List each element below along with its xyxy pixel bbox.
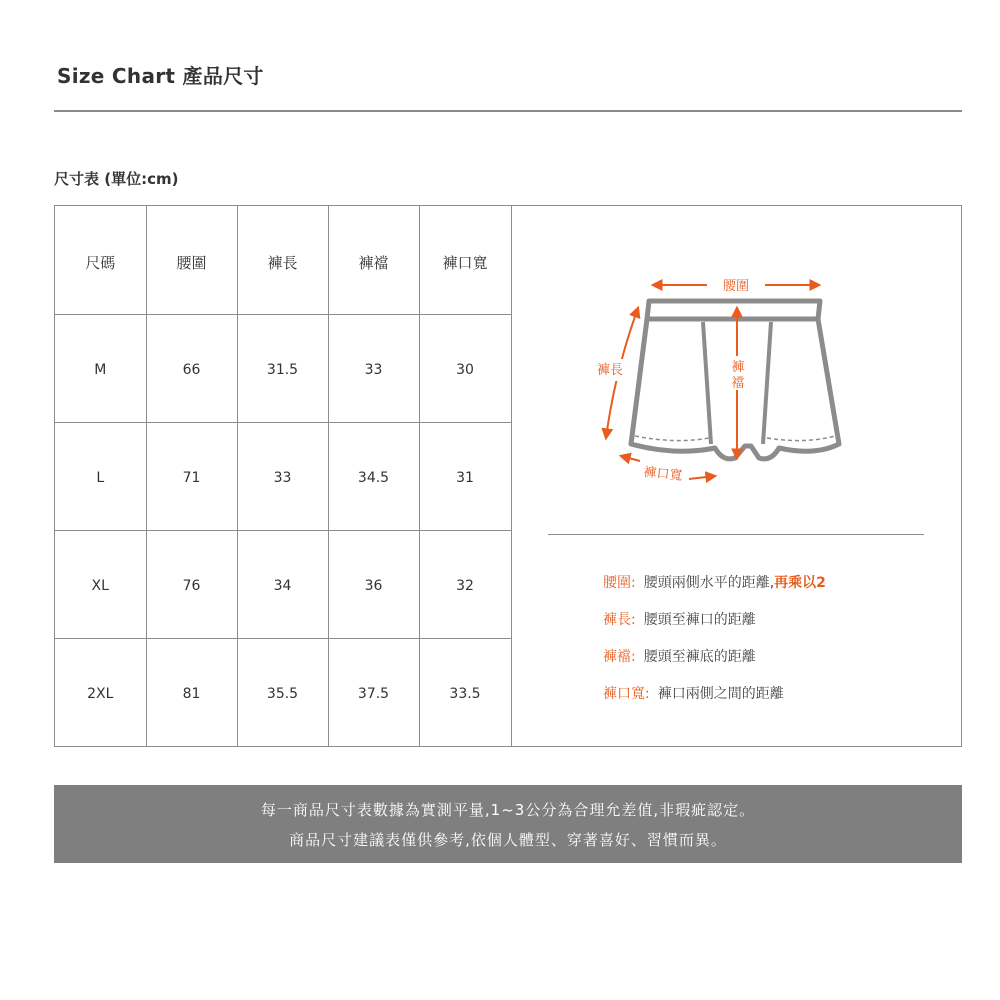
cell-size: 2XL bbox=[55, 638, 146, 746]
legend-term: 褲長 bbox=[603, 612, 631, 628]
cell-length: 34 bbox=[237, 530, 328, 638]
header-length: 褲長 bbox=[237, 206, 328, 314]
header-waist: 腰圍 bbox=[146, 206, 237, 314]
cell-length: 33 bbox=[237, 422, 328, 530]
cell-leg-opening: 33.5 bbox=[419, 638, 511, 746]
cell-waist: 66 bbox=[146, 314, 237, 422]
legend-colon: : bbox=[631, 649, 636, 665]
cell-rise: 34.5 bbox=[328, 422, 419, 530]
legend-description: 腰頭至褲底的距離 bbox=[643, 649, 756, 665]
cell-leg-opening: 31 bbox=[419, 422, 511, 530]
cell-rise: 36 bbox=[328, 530, 419, 638]
header-size: 尺碼 bbox=[55, 206, 146, 314]
legend-term: 褲襠 bbox=[603, 649, 631, 665]
table-row bbox=[55, 422, 511, 530]
leg-opening-label: 褲口寬 bbox=[642, 464, 684, 484]
cell-leg-opening: 30 bbox=[419, 314, 511, 422]
cell-waist: 71 bbox=[146, 422, 237, 530]
cell-waist: 76 bbox=[146, 530, 237, 638]
rise-label-2: 襠 bbox=[731, 376, 745, 391]
length-label: 褲長 bbox=[596, 363, 624, 378]
legend-item-rise bbox=[603, 645, 826, 682]
hem-dashed bbox=[767, 436, 835, 441]
legend-description: 腰頭兩側水平的距離, bbox=[643, 575, 775, 591]
waistband-shape bbox=[647, 301, 820, 319]
legend-term: 腰圍 bbox=[603, 575, 631, 591]
cell-rise: 33 bbox=[328, 314, 419, 422]
cell-size: L bbox=[55, 422, 146, 530]
hem-dashed bbox=[635, 436, 709, 441]
seam-line bbox=[763, 322, 771, 444]
legend-term: 褲口寬 bbox=[603, 686, 645, 702]
table-row bbox=[55, 314, 511, 422]
seam-line bbox=[703, 322, 711, 444]
legend-item-length bbox=[603, 608, 826, 645]
cell-waist: 81 bbox=[146, 638, 237, 746]
table-caption: 尺寸表 (單位:cm) bbox=[54, 170, 179, 188]
rise-label-1: 褲 bbox=[731, 360, 745, 375]
disclaimer-line-1: 每一商品尺寸表數據為實測平量,1~3公分為合理允差值,非瑕疵認定。 bbox=[260, 801, 756, 819]
legend-description: 腰頭至褲口的距離 bbox=[643, 612, 756, 628]
leg-opening-arrow-right bbox=[689, 476, 715, 479]
header-rise: 褲襠 bbox=[328, 206, 419, 314]
waist-label: 腰圍 bbox=[722, 279, 750, 294]
legend-colon: : bbox=[645, 686, 650, 702]
cell-size: XL bbox=[55, 530, 146, 638]
size-table bbox=[55, 206, 512, 746]
legend-colon: : bbox=[631, 575, 636, 591]
table-header-row bbox=[55, 206, 511, 314]
table-row bbox=[55, 638, 511, 746]
leg-opening-arrow-left bbox=[621, 456, 640, 461]
legend-colon: : bbox=[631, 612, 636, 628]
legend-description: 褲口兩側之間的距離 bbox=[657, 686, 784, 702]
title-divider bbox=[54, 110, 962, 112]
header-leg-opening: 褲口寬 bbox=[419, 206, 511, 314]
measurement-legend bbox=[603, 571, 826, 719]
legend-item-leg-opening bbox=[603, 682, 826, 719]
cell-rise: 37.5 bbox=[328, 638, 419, 746]
boxer-brief-diagram bbox=[595, 266, 895, 496]
page-title: Size Chart 產品尺寸 bbox=[57, 64, 264, 88]
cell-length: 35.5 bbox=[237, 638, 328, 746]
legend-item-waist bbox=[603, 571, 826, 608]
cell-leg-opening: 32 bbox=[419, 530, 511, 638]
disclaimer-line-2: 商品尺寸建議表僅供參考,依個人體型、穿著喜好、習慣而異。 bbox=[289, 831, 727, 849]
diagram-divider bbox=[548, 534, 924, 535]
table-row bbox=[55, 530, 511, 638]
cell-length: 31.5 bbox=[237, 314, 328, 422]
size-chart-box bbox=[54, 205, 962, 747]
legend-emphasis: 再乘以2 bbox=[774, 575, 826, 591]
disclaimer-banner bbox=[54, 785, 962, 863]
cell-size: M bbox=[55, 314, 146, 422]
